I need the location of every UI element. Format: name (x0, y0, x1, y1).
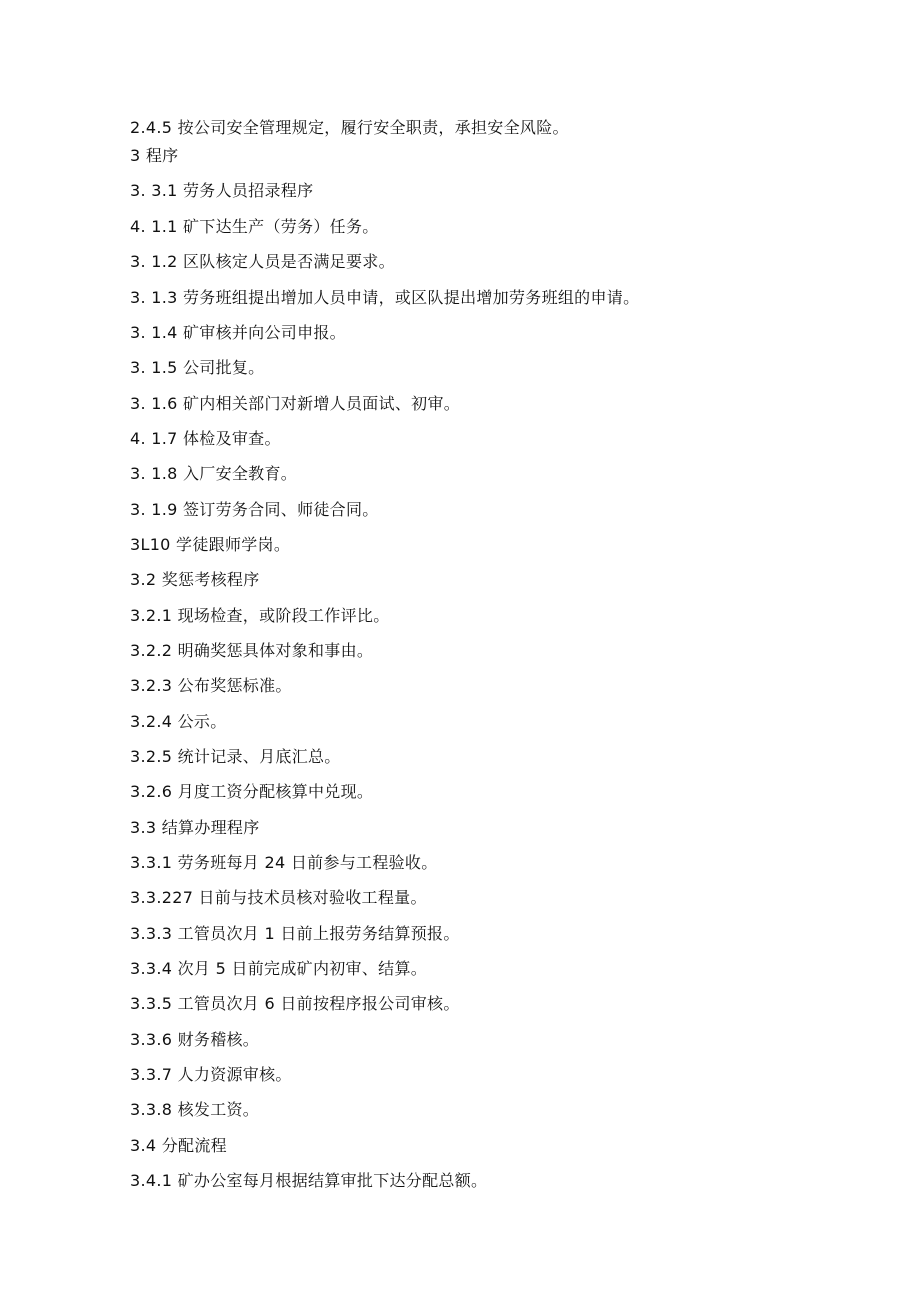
text-line: 4. 1.7 体检及审查。 (130, 429, 281, 448)
text-line: 3.2.3 公布奖惩标准。 (130, 676, 292, 695)
text-line: 3. 1.3 劳务班组提出增加人员申请，或区队提出增加劳务班组的申请。 (130, 288, 640, 307)
text-line: 3. 1.9 签订劳务合同、师徒合同。 (130, 500, 379, 519)
subsection-heading: 3.4 分配流程 (130, 1136, 227, 1155)
text-line: 3.3.4 次月 5 日前完成矿内初审、结算。 (130, 959, 428, 978)
text-line: 3.3.3 工管员次月 1 日前上报劳务结算预报。 (130, 924, 460, 943)
text-line: 3.2.1 现场检查，或阶段工作评比。 (130, 606, 390, 625)
text-line: 3. 1.2 区队核定人员是否满足要求。 (130, 252, 395, 271)
text-line: 3. 1.4 矿审核并向公司申报。 (130, 323, 346, 342)
subsection-heading: 3.2 奖惩考核程序 (130, 570, 260, 589)
subsection-heading: 3. 3.1 劳务人员招录程序 (130, 181, 314, 200)
text-line: 3.4.1 矿办公室每月根据结算审批下达分配总额。 (130, 1171, 488, 1190)
text-line: 3. 1.6 矿内相关部门对新增人员面试、初审。 (130, 394, 461, 413)
text-line: 3.2.4 公示。 (130, 712, 227, 731)
section-heading: 3 程序 (130, 146, 179, 165)
text-line: 3. 1.8 入厂安全教育。 (130, 464, 298, 483)
subsection-heading: 3.3 结算办理程序 (130, 818, 260, 837)
text-line: 3.3.227 日前与技术员核对验收工程量。 (130, 888, 427, 907)
text-line: 3.3.8 核发工资。 (130, 1100, 260, 1119)
text-line: 3L10 学徒跟师学岗。 (130, 535, 291, 554)
text-line: 2.4.5 按公司安全管理规定，履行安全职责，承担安全风险。 (130, 118, 569, 137)
text-line: 3.2.5 统计记录、月底汇总。 (130, 747, 341, 766)
text-line: 3.3.5 工管员次月 6 日前按程序报公司审核。 (130, 994, 460, 1013)
text-line: 4. 1.1 矿下达生产（劳务）任务。 (130, 217, 379, 236)
text-line: 3.3.7 人力资源审核。 (130, 1065, 292, 1084)
text-line: 3.3.6 财务稽核。 (130, 1030, 260, 1049)
text-line: 3. 1.5 公司批复。 (130, 358, 265, 377)
text-line: 3.3.1 劳务班每月 24 日前参与工程验收。 (130, 853, 438, 872)
text-line: 3.2.6 月度工资分配核算中兑现。 (130, 782, 374, 801)
text-line: 3.2.2 明确奖惩具体对象和事由。 (130, 641, 374, 660)
